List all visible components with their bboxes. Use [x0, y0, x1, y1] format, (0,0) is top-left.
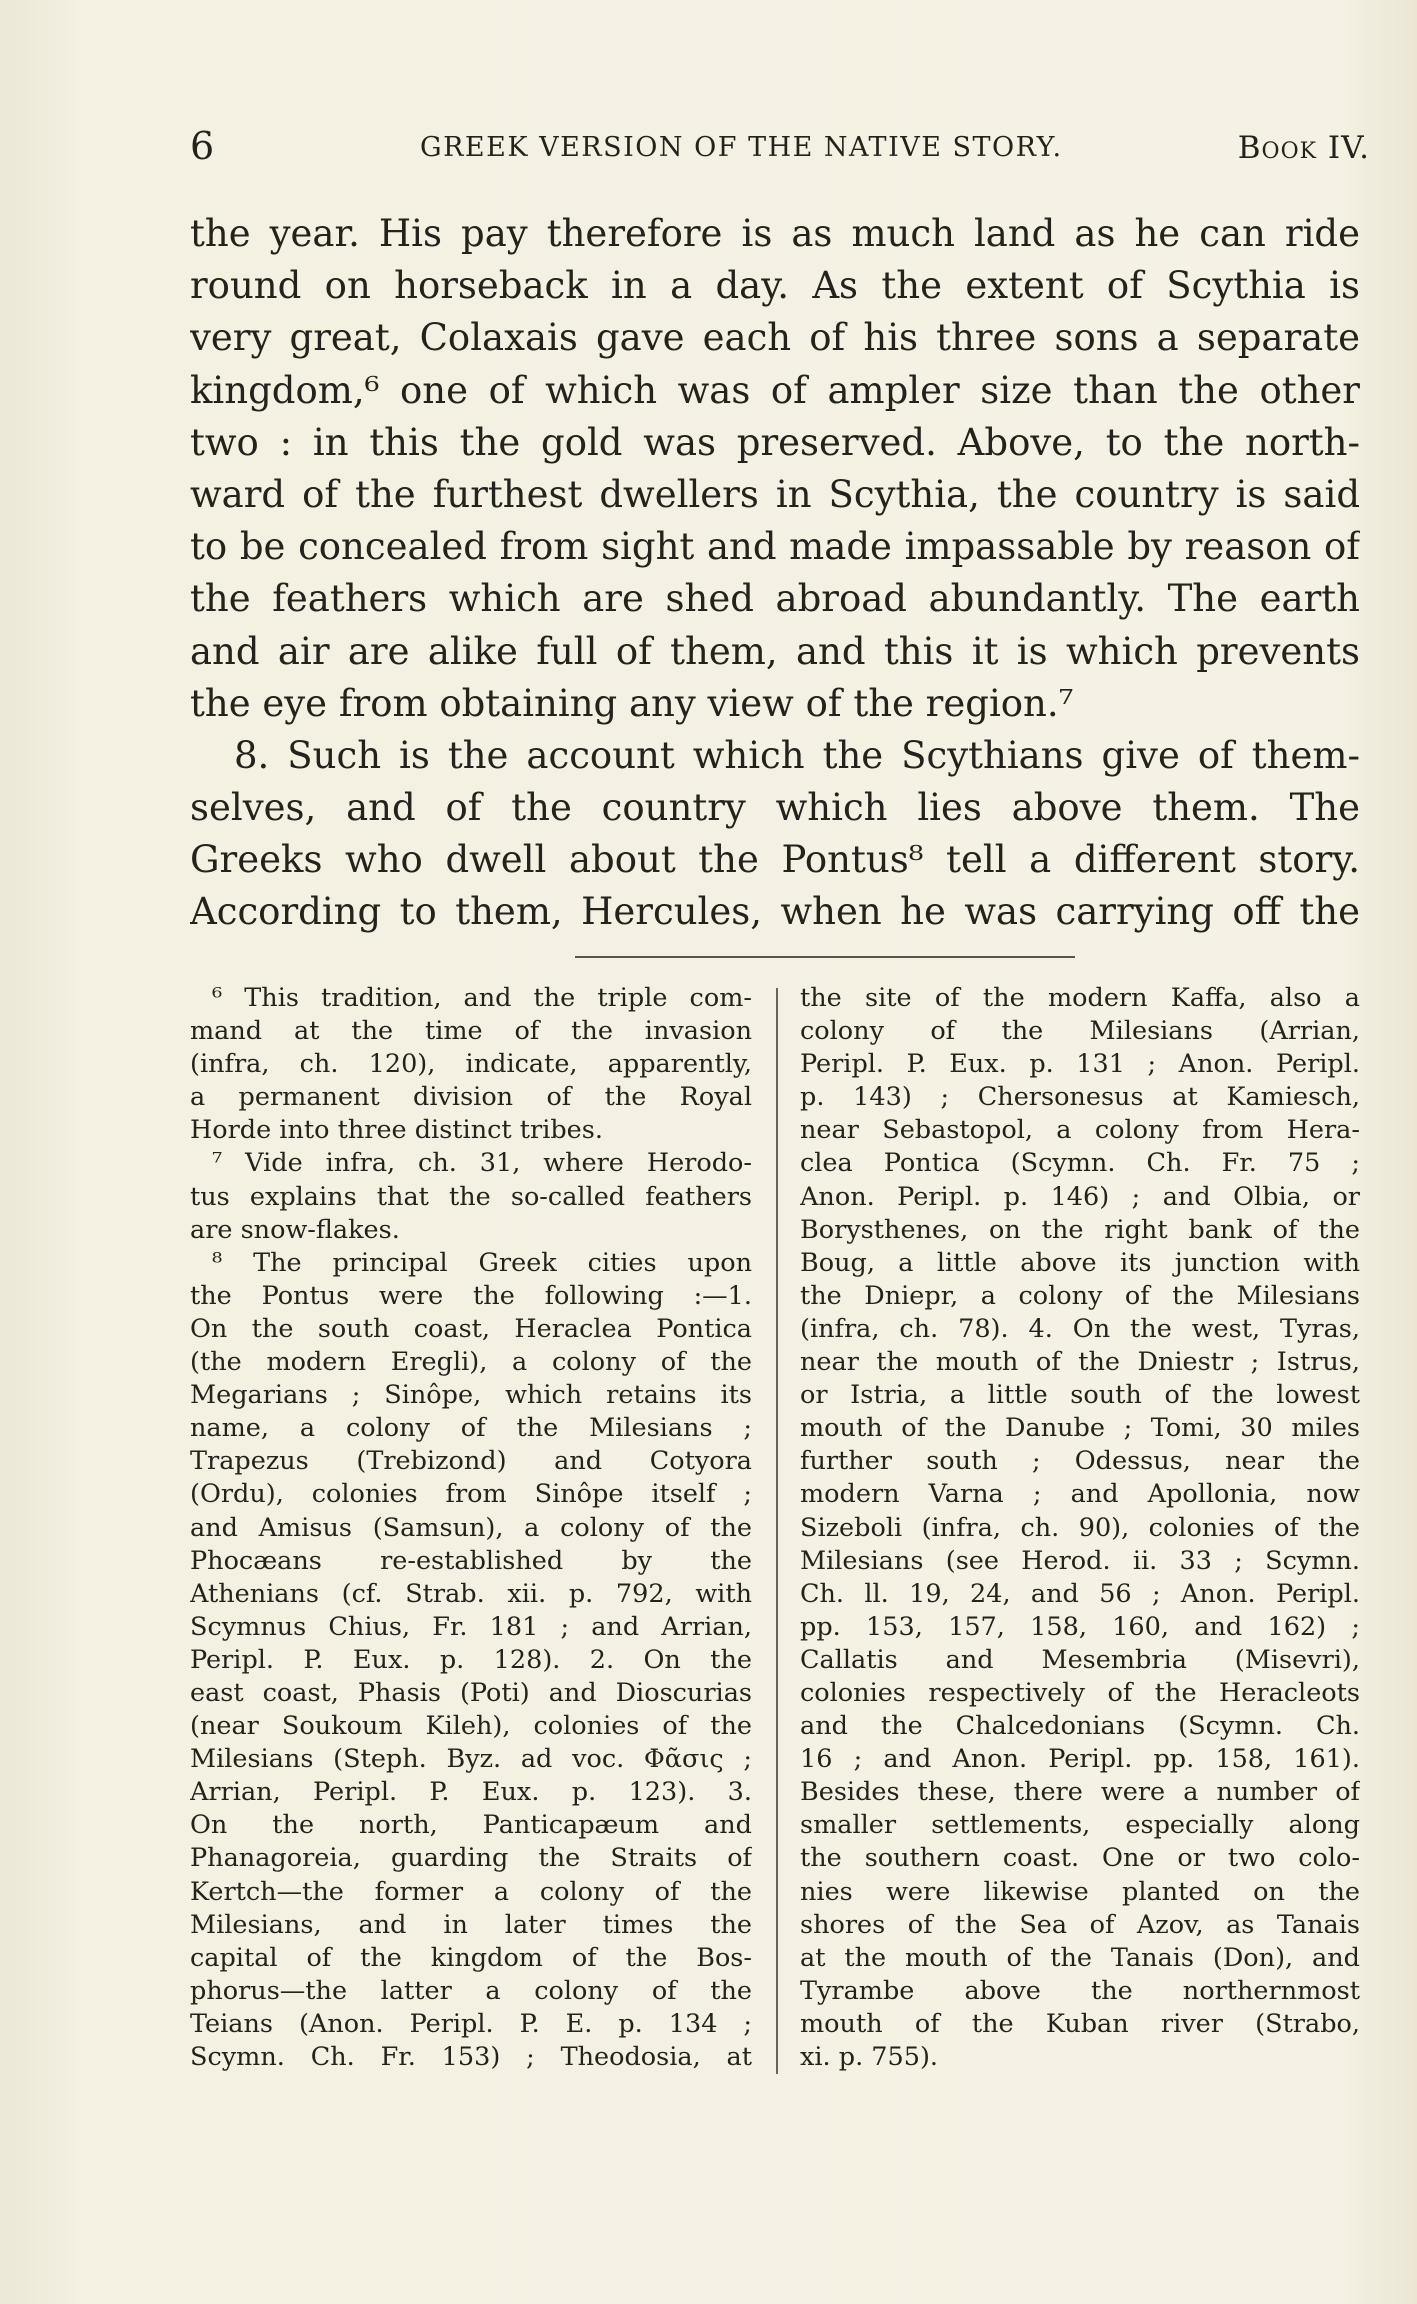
footnote-line: ⁸ The principal Greek cities upon: [212, 1247, 752, 1278]
footnote-rule: [575, 956, 1075, 958]
running-title: GREEK VERSION OF THE NATIVE STORY.: [420, 132, 1063, 163]
footnote-line: a permanent division of the Royal: [190, 1082, 752, 1113]
text-line: the feathers which are shed abroad abundantly. The earth: [190, 577, 1360, 621]
book-label: Book IV.: [1237, 130, 1370, 166]
footnote-line: ⁶ This tradition, and the triple com-: [212, 983, 752, 1013]
page-number: 6: [190, 124, 215, 168]
text-line: round on horseback in a day. As the extent of Scythia is: [190, 264, 1360, 308]
footnote-line: mouth of the Danube ; Tomi, 30 miles: [800, 1413, 1360, 1444]
footnote-line: the southern coast. One or two colo-: [800, 1843, 1360, 1874]
footnote-line: Borysthenes, on the right bank of the: [800, 1214, 1360, 1245]
footnote-line: On the north, Panticapæum and: [190, 1810, 752, 1841]
text-line: 8. Such is the account which the Scythians give of them-: [234, 733, 1360, 777]
text-line: the eye from obtaining any view of the region.⁷: [190, 681, 1074, 725]
footnote-line: shores of the Sea of Azov, as Tanais: [800, 1909, 1360, 1940]
footnote-line: and Amisus (Samsun), a colony of the: [190, 1512, 752, 1543]
text-line: and air are alike full of them, and this it is which prevents: [190, 629, 1360, 673]
footnote-line: xi. p. 755).: [800, 2042, 939, 2072]
text-line: very great, Colaxais gave each of his three sons a separate: [190, 316, 1360, 360]
footnote-line: Milesians, and in later times the: [190, 1909, 752, 1940]
footnote-line: Peripl. P. Eux. p. 131 ; Anon. Peripl.: [800, 1049, 1360, 1080]
footnote-line: Trapezus (Trebizond) and Cotyora: [190, 1446, 752, 1477]
footnote-line: mand at the time of the invasion: [190, 1016, 752, 1047]
footnote-line: colony of the Milesians (Arrian,: [800, 1016, 1360, 1047]
footnote-line: the site of the modern Kaffa, also a: [800, 983, 1360, 1013]
footnote-line: Boug, a little above its junction with: [800, 1247, 1360, 1278]
footnote-line: Sizeboli (infra, ch. 90), colonies of the: [800, 1512, 1360, 1543]
footnote-line: Phanagoreia, guarding the Straits of: [190, 1843, 752, 1874]
footnote-line: Arrian, Peripl. P. Eux. p. 123). 3.: [190, 1777, 752, 1808]
footnote-line: (near Soukoum Kileh), colonies of the: [190, 1711, 752, 1742]
footnote-line: Callatis and Mesembria (Misevri),: [800, 1644, 1360, 1675]
footnote-line: are snow-flakes.: [190, 1214, 400, 1245]
footnote-line: Phocæans re-established by the: [190, 1545, 752, 1576]
footnote-line: further south ; Odessus, near the: [800, 1446, 1360, 1477]
text-line: two : in this the gold was preserved. Above, to the north-: [190, 420, 1360, 464]
footnote-line: smaller settlements, especially along: [800, 1810, 1360, 1841]
footnote-line: Horde into three distinct tribes.: [190, 1115, 603, 1146]
footnotes-left-column: [190, 982, 752, 2074]
text-line: to be concealed from sight and made impassable by reason of: [190, 525, 1360, 569]
footnote-line: (infra, ch. 120), indicate, apparently,: [190, 1049, 752, 1080]
footnote-line: near Sebastopol, a colony from Hera-: [800, 1115, 1360, 1146]
footnote-line: nies were likewise planted on the: [800, 1876, 1360, 1907]
footnote-line: the Dniepr, a colony of the Milesians: [800, 1280, 1360, 1311]
footnote-line: colonies respectively of the Heracleots: [800, 1677, 1360, 1708]
page-header: [190, 124, 1370, 168]
footnote-line: 16 ; and Anon. Peripl. pp. 158, 161).: [800, 1744, 1360, 1775]
footnote-line: Tyrambe above the northernmost: [800, 1975, 1360, 2006]
footnote-line: east coast, Phasis (Poti) and Dioscurias: [190, 1677, 752, 1708]
footnote-line: Scymnus Chius, Fr. 181 ; and Arrian,: [190, 1611, 752, 1642]
footnote-line: tus explains that the so-called feathers: [190, 1181, 752, 1212]
footnote-line: Teians (Anon. Peripl. P. E. p. 134 ;: [190, 2008, 752, 2039]
footnote-line: modern Varna ; and Apollonia, now: [800, 1479, 1360, 1510]
footnote-line: Athenians (cf. Strab. xii. p. 792, with: [190, 1578, 752, 1609]
footnote-line: (infra, ch. 78). 4. On the west, Tyras,: [800, 1313, 1360, 1344]
footnote-line: Scymn. Ch. Fr. 153) ; Theodosia, at: [190, 2042, 752, 2072]
footnote-line: phorus—the latter a colony of the: [190, 1975, 752, 2006]
footnote-line: Ch. ll. 19, 24, and 56 ; Anon. Peripl.: [800, 1578, 1360, 1609]
footnote-line: at the mouth of the Tanais (Don), and: [800, 1942, 1360, 1973]
footnote-line: pp. 153, 157, 158, 160, and 162) ;: [800, 1611, 1360, 1642]
footnote-line: clea Pontica (Scymn. Ch. Fr. 75 ;: [800, 1148, 1360, 1179]
footnote-line: (Ordu), colonies from Sinôpe itself ;: [190, 1479, 752, 1510]
footnote-line: capital of the kingdom of the Bos-: [190, 1942, 752, 1973]
footnote-line: ⁷ Vide infra, ch. 31, where Herodo-: [212, 1148, 752, 1179]
text-line: selves, and of the country which lies above them. The: [190, 786, 1360, 830]
text-line: Greeks who dwell about the Pontus⁸ tell a different story.: [190, 838, 1360, 882]
footnote-line: Milesians (Steph. Byz. ad voc. Φᾶσις ;: [190, 1744, 752, 1775]
footnote-line: Besides these, there were a number of: [800, 1777, 1360, 1808]
footnotes-right-column: [800, 982, 1360, 2074]
footnote-line: Milesians (see Herod. ii. 33 ; Scymn.: [800, 1545, 1360, 1576]
text-line: the year. His pay therefore is as much land as he can ride: [190, 212, 1360, 255]
footnote-line: p. 143) ; Chersonesus at Kamiesch,: [800, 1082, 1360, 1113]
text-line: ward of the furthest dwellers in Scythia, the country is said: [190, 472, 1360, 516]
footnote-line: mouth of the Kuban river (Strabo,: [800, 2008, 1360, 2039]
column-divider: [776, 988, 778, 2074]
footnote-line: Anon. Peripl. p. 146) ; and Olbia, or: [800, 1181, 1360, 1212]
text-line: kingdom,⁶ one of which was of ampler size than the other: [190, 368, 1360, 412]
footnote-line: Peripl. P. Eux. p. 128). 2. On the: [190, 1644, 752, 1675]
footnote-line: or Istria, a little south of the lowest: [800, 1380, 1360, 1411]
footnote-line: the Pontus were the following :—1.: [190, 1280, 752, 1311]
footnote-line: near the mouth of the Dniestr ; Istrus,: [800, 1347, 1360, 1378]
main-text: [190, 208, 1360, 939]
text-line: According to them, Hercules, when he was carrying off the: [190, 890, 1360, 934]
footnote-line: (the modern Eregli), a colony of the: [190, 1347, 752, 1378]
footnote-line: On the south coast, Heraclea Pontica: [190, 1313, 752, 1344]
footnote-line: Kertch—the former a colony of the: [190, 1876, 752, 1907]
footnote-line: and the Chalcedonians (Scymn. Ch.: [800, 1711, 1360, 1742]
footnote-line: Megarians ; Sinôpe, which retains its: [190, 1380, 752, 1411]
footnote-line: name, a colony of the Milesians ;: [190, 1413, 752, 1444]
